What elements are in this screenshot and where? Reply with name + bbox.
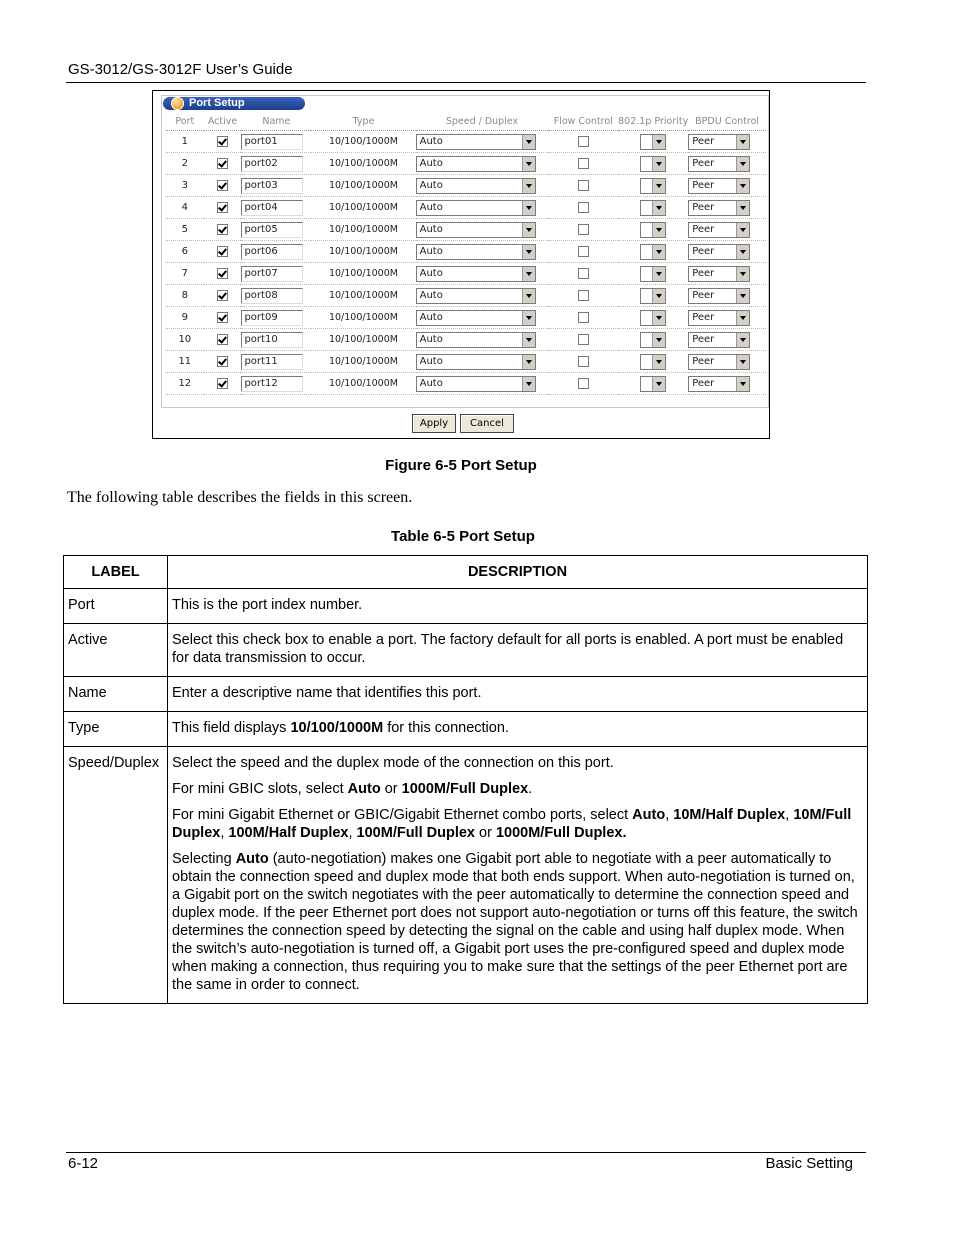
port-type: 10/100/1000M xyxy=(311,263,415,285)
table-caption: Table 6-5 Port Setup xyxy=(391,528,535,545)
chevron-down-icon[interactable] xyxy=(652,223,665,237)
chevron-down-icon[interactable] xyxy=(736,201,749,215)
priority-select[interactable] xyxy=(640,332,666,348)
chevron-down-icon[interactable] xyxy=(736,289,749,303)
chevron-down-icon[interactable] xyxy=(522,267,535,281)
field-label: Active xyxy=(64,624,168,677)
bpdu-control-select[interactable] xyxy=(688,134,750,150)
chevron-down-icon[interactable] xyxy=(652,377,665,391)
speed-duplex-select[interactable] xyxy=(416,376,536,392)
priority-select[interactable] xyxy=(640,288,666,304)
chevron-down-icon[interactable] xyxy=(652,311,665,325)
speed-duplex-value: Auto xyxy=(419,157,443,169)
port-number: 2 xyxy=(166,153,204,175)
bpdu-control-value: Peer xyxy=(692,201,715,213)
description-paragraph xyxy=(172,684,864,702)
bpdu-control-select[interactable] xyxy=(688,354,750,370)
port-type: 10/100/1000M xyxy=(311,241,415,263)
chevron-down-icon[interactable] xyxy=(522,289,535,303)
port-type: 10/100/1000M xyxy=(311,307,415,329)
chevron-down-icon[interactable] xyxy=(652,245,665,259)
port-type: 10/100/1000M xyxy=(311,219,415,241)
speed-duplex-select[interactable] xyxy=(416,222,536,238)
text-run: This is the port index number. xyxy=(172,597,363,613)
bpdu-control-value: Peer xyxy=(692,333,715,345)
port-row xyxy=(166,307,766,329)
text-run: , xyxy=(220,825,229,841)
speed-duplex-value: Auto xyxy=(419,201,443,213)
port-name-input[interactable]: port04 xyxy=(241,200,303,216)
speed-duplex-select[interactable] xyxy=(416,134,536,150)
chevron-down-icon[interactable] xyxy=(736,333,749,347)
chevron-down-icon[interactable] xyxy=(652,135,665,149)
bpdu-control-value: Peer xyxy=(692,377,715,389)
speed-duplex-select[interactable] xyxy=(416,310,536,326)
field-description xyxy=(168,589,868,624)
header-rule xyxy=(66,82,866,83)
description-paragraph xyxy=(172,780,864,798)
active-checkbox[interactable] xyxy=(217,356,228,367)
flow-control-checkbox[interactable] xyxy=(578,246,589,257)
chevron-down-icon[interactable] xyxy=(522,157,535,171)
flow-control-checkbox[interactable] xyxy=(578,268,589,279)
speed-duplex-select[interactable] xyxy=(416,288,536,304)
port-row xyxy=(166,153,766,175)
chevron-down-icon[interactable] xyxy=(736,311,749,325)
bpdu-control-value: Peer xyxy=(692,179,715,191)
chevron-down-icon[interactable] xyxy=(522,135,535,149)
priority-select[interactable] xyxy=(640,178,666,194)
bpdu-control-select[interactable] xyxy=(688,310,750,326)
speed-duplex-select[interactable] xyxy=(416,266,536,282)
port-number: 4 xyxy=(166,197,204,219)
port-name-input[interactable]: port06 xyxy=(241,244,303,260)
panel-title-bar xyxy=(163,97,305,110)
text-run: For mini Gigabit Ethernet or GBIC/Gigabit Ethernet combo ports, select xyxy=(172,807,633,823)
active-checkbox[interactable] xyxy=(217,224,228,235)
field-label: Name xyxy=(64,677,168,712)
priority-select[interactable] xyxy=(640,266,666,282)
port-name-input[interactable]: port09 xyxy=(241,310,303,326)
bpdu-control-select[interactable] xyxy=(688,332,750,348)
text-run: Select the speed and the duplex mode of the connection on this port. xyxy=(172,755,614,771)
speed-duplex-value: Auto xyxy=(419,311,443,323)
col-header-active: Active xyxy=(204,112,242,131)
text-run: For mini GBIC slots, select xyxy=(172,781,348,797)
text-run: (auto-negotiation) makes one Gigabit port able to negotiate with a peer automatically to obtain the connection speed and duplex mode that both ends support. When auto-negotiation is turned on, a Gigabit port on the switch negotiates with the peer automatically to determine the connection speed and duplex mode. If the peer Ethernet port does not support auto-negotiation or turns off this feature, the switch determines the connection speed by detecting the signal on the cable and using half duplex mode. When the switch’s auto-negotiation is turned off, a Gigabit port uses the pre-configured speed and duplex mode when making a connection, thus requiring you to make sure that the settings of the peer Ethernet port are the same in order to connect. xyxy=(172,851,858,993)
speed-duplex-select[interactable] xyxy=(416,354,536,370)
port-number: 11 xyxy=(166,351,204,373)
bpdu-control-value: Peer xyxy=(692,223,715,235)
bpdu-control-select[interactable] xyxy=(688,156,750,172)
port-type: 10/100/1000M xyxy=(311,131,415,153)
description-paragraph xyxy=(172,596,864,614)
port-number: 6 xyxy=(166,241,204,263)
bold-term: Auto xyxy=(347,781,381,797)
chevron-down-icon[interactable] xyxy=(522,245,535,259)
priority-select[interactable] xyxy=(640,200,666,216)
port-type: 10/100/1000M xyxy=(311,153,415,175)
bold-term: Auto xyxy=(235,851,269,867)
port-row xyxy=(166,197,766,219)
chevron-down-icon[interactable] xyxy=(522,223,535,237)
footer-rule xyxy=(66,1152,866,1153)
speed-duplex-value: Auto xyxy=(419,289,443,301)
port-number: 8 xyxy=(166,285,204,307)
bpdu-control-select[interactable] xyxy=(688,266,750,282)
port-name-input[interactable]: port11 xyxy=(241,354,303,370)
chevron-down-icon[interactable] xyxy=(522,355,535,369)
field-description xyxy=(168,624,868,677)
text-run: , xyxy=(348,825,357,841)
field-label: Type xyxy=(64,712,168,747)
port-row xyxy=(166,219,766,241)
speed-duplex-value: Auto xyxy=(419,333,443,345)
active-checkbox[interactable] xyxy=(217,180,228,191)
speed-duplex-value: Auto xyxy=(419,179,443,191)
text-run: , xyxy=(665,807,674,823)
desc-header-row xyxy=(64,556,868,589)
chevron-down-icon[interactable] xyxy=(736,245,749,259)
col-header-priority: 802.1p Priority xyxy=(618,112,688,131)
priority-select[interactable] xyxy=(640,354,666,370)
speed-duplex-value: Auto xyxy=(419,355,443,367)
text-run: Selecting xyxy=(172,851,236,867)
speed-duplex-select[interactable] xyxy=(416,244,536,260)
col-header-flow-control: Flow Control xyxy=(548,112,618,131)
port-number: 3 xyxy=(166,175,204,197)
description-paragraph xyxy=(172,719,864,737)
bold-term: 10M/Half Duplex xyxy=(673,807,786,823)
field-description xyxy=(168,747,868,1004)
desc-row xyxy=(64,589,868,624)
col-header-speed-duplex: Speed / Duplex xyxy=(416,112,549,131)
flow-control-checkbox[interactable] xyxy=(578,202,589,213)
chevron-down-icon[interactable] xyxy=(652,289,665,303)
speed-duplex-value: Auto xyxy=(419,223,443,235)
speed-duplex-value: Auto xyxy=(419,245,443,257)
text-run: for this connection. xyxy=(383,720,509,736)
priority-select[interactable] xyxy=(640,134,666,150)
port-row xyxy=(166,241,766,263)
chevron-down-icon[interactable] xyxy=(736,179,749,193)
flow-control-checkbox[interactable] xyxy=(578,158,589,169)
bold-term: Auto xyxy=(632,807,666,823)
desc-header-label: LABEL xyxy=(64,556,168,589)
flow-control-checkbox[interactable] xyxy=(578,312,589,323)
text-run: . xyxy=(528,781,533,797)
flow-control-checkbox[interactable] xyxy=(578,356,589,367)
speed-duplex-value: Auto xyxy=(419,377,443,389)
text-run: This field displays xyxy=(172,720,291,736)
bpdu-control-value: Peer xyxy=(692,135,715,147)
port-name-input[interactable]: port08 xyxy=(241,288,303,304)
description-paragraph xyxy=(172,850,864,994)
chevron-down-icon[interactable] xyxy=(652,179,665,193)
description-table xyxy=(63,555,868,1004)
bpdu-control-select[interactable] xyxy=(688,288,750,304)
chevron-down-icon[interactable] xyxy=(522,333,535,347)
priority-select[interactable] xyxy=(640,222,666,238)
priority-select[interactable] xyxy=(640,310,666,326)
bpdu-control-value: Peer xyxy=(692,157,715,169)
chapter-title: Basic Setting xyxy=(765,1155,853,1172)
speed-duplex-select[interactable] xyxy=(416,178,536,194)
cancel-button[interactable]: Cancel xyxy=(460,414,514,433)
document-header-title: GS-3012/GS-3012F User’s Guide xyxy=(68,61,293,78)
bpdu-control-select[interactable] xyxy=(688,376,750,392)
figure-caption: Figure 6-5 Port Setup xyxy=(385,457,537,474)
port-setup-panel xyxy=(161,95,769,408)
active-checkbox[interactable] xyxy=(217,202,228,213)
speed-duplex-value: Auto xyxy=(419,267,443,279)
bold-term: 100M/Full Duplex xyxy=(356,825,475,841)
port-setup-table xyxy=(166,112,766,395)
chevron-down-icon[interactable] xyxy=(652,267,665,281)
chevron-down-icon[interactable] xyxy=(522,377,535,391)
chevron-down-icon[interactable] xyxy=(652,355,665,369)
port-type: 10/100/1000M xyxy=(311,285,415,307)
field-description xyxy=(168,712,868,747)
flow-control-checkbox[interactable] xyxy=(578,224,589,235)
text-run: Select this check box to enable a port. The factory default for all ports is enabled. A port must be enabled for data transmission to occur. xyxy=(172,632,844,666)
port-name-input[interactable]: port12 xyxy=(241,376,303,392)
desc-row xyxy=(64,624,868,677)
port-type: 10/100/1000M xyxy=(311,175,415,197)
field-label: Port xyxy=(64,589,168,624)
bpdu-control-value: Peer xyxy=(692,267,715,279)
active-checkbox[interactable] xyxy=(217,136,228,147)
port-number: 9 xyxy=(166,307,204,329)
active-checkbox[interactable] xyxy=(217,246,228,257)
bpdu-control-value: Peer xyxy=(692,355,715,367)
port-setup-figure xyxy=(152,90,770,439)
port-type: 10/100/1000M xyxy=(311,197,415,219)
port-row xyxy=(166,175,766,197)
bpdu-control-select[interactable] xyxy=(688,244,750,260)
active-checkbox[interactable] xyxy=(217,312,228,323)
bpdu-control-select[interactable] xyxy=(688,222,750,238)
chevron-down-icon[interactable] xyxy=(652,157,665,171)
port-number: 7 xyxy=(166,263,204,285)
active-checkbox[interactable] xyxy=(217,378,228,389)
col-header-type: Type xyxy=(311,112,415,131)
port-number: 10 xyxy=(166,329,204,351)
apply-button[interactable]: Apply xyxy=(412,414,456,433)
port-row xyxy=(166,263,766,285)
chevron-down-icon[interactable] xyxy=(652,201,665,215)
speed-duplex-select[interactable] xyxy=(416,156,536,172)
bold-term: 1000M/Full Duplex. xyxy=(495,825,627,841)
port-number: 1 xyxy=(166,131,204,153)
col-header-name: Name xyxy=(241,112,311,131)
page-number: 6-12 xyxy=(68,1155,99,1172)
active-checkbox[interactable] xyxy=(217,268,228,279)
priority-select[interactable] xyxy=(640,156,666,172)
text-run: , xyxy=(785,807,794,823)
priority-select[interactable] xyxy=(640,376,666,392)
bpdu-control-select[interactable] xyxy=(688,200,750,216)
speed-duplex-value: Auto xyxy=(419,135,443,147)
port-number: 5 xyxy=(166,219,204,241)
chevron-down-icon[interactable] xyxy=(736,267,749,281)
desc-header-description: DESCRIPTION xyxy=(168,556,868,589)
port-row xyxy=(166,351,766,373)
port-row xyxy=(166,373,766,395)
flow-control-checkbox[interactable] xyxy=(578,180,589,191)
bpdu-control-select[interactable] xyxy=(688,178,750,194)
bpdu-control-value: Peer xyxy=(692,289,715,301)
flow-control-checkbox[interactable] xyxy=(578,136,589,147)
chevron-down-icon[interactable] xyxy=(522,179,535,193)
chevron-down-icon[interactable] xyxy=(652,333,665,347)
bold-term: 10/100/1000M xyxy=(290,720,384,736)
chevron-down-icon[interactable] xyxy=(522,311,535,325)
port-name-input[interactable]: port02 xyxy=(241,156,303,172)
chevron-down-icon[interactable] xyxy=(736,377,749,391)
bold-term: 100M/Half Duplex xyxy=(228,825,349,841)
speed-duplex-select[interactable] xyxy=(416,200,536,216)
bpdu-control-value: Peer xyxy=(692,245,715,257)
chevron-down-icon[interactable] xyxy=(736,135,749,149)
field-label: Speed/Duplex xyxy=(64,747,168,1004)
description-paragraph xyxy=(172,631,864,667)
bold-term: 10M/Full Duplex xyxy=(172,807,852,841)
bold-term: 1000M/Full Duplex xyxy=(401,781,529,797)
port-name-input[interactable]: port07 xyxy=(241,266,303,282)
text-run: Enter a descriptive name that identifies this port. xyxy=(172,685,482,701)
text-run: or xyxy=(380,781,402,797)
description-paragraph xyxy=(172,754,864,772)
orange-ball-icon xyxy=(171,97,184,110)
flow-control-checkbox[interactable] xyxy=(578,334,589,345)
priority-select[interactable] xyxy=(640,244,666,260)
chevron-down-icon[interactable] xyxy=(736,223,749,237)
port-name-input[interactable]: port03 xyxy=(241,178,303,194)
flow-control-checkbox[interactable] xyxy=(578,290,589,301)
active-checkbox[interactable] xyxy=(217,158,228,169)
port-name-input[interactable]: port10 xyxy=(241,332,303,348)
chevron-down-icon[interactable] xyxy=(522,201,535,215)
port-row xyxy=(166,285,766,307)
speed-duplex-select[interactable] xyxy=(416,332,536,348)
chevron-down-icon[interactable] xyxy=(736,355,749,369)
flow-control-checkbox[interactable] xyxy=(578,378,589,389)
port-type: 10/100/1000M xyxy=(311,351,415,373)
bpdu-control-value: Peer xyxy=(692,311,715,323)
intro-text: The following table describes the fields in this screen. xyxy=(67,489,413,506)
port-row xyxy=(166,329,766,351)
active-checkbox[interactable] xyxy=(217,334,228,345)
port-table-header-row xyxy=(166,112,766,131)
chevron-down-icon[interactable] xyxy=(736,157,749,171)
text-run: or xyxy=(475,825,496,841)
port-name-input[interactable]: port01 xyxy=(241,134,303,150)
port-type: 10/100/1000M xyxy=(311,373,415,395)
description-paragraph xyxy=(172,806,864,842)
col-header-port: Port xyxy=(166,112,204,131)
panel-title: Port Setup xyxy=(189,97,245,109)
desc-row xyxy=(64,677,868,712)
port-row xyxy=(166,131,766,153)
desc-row xyxy=(64,747,868,1004)
port-type: 10/100/1000M xyxy=(311,329,415,351)
col-header-bpdu-control: BPDU Control xyxy=(688,112,766,131)
port-number: 12 xyxy=(166,373,204,395)
desc-row xyxy=(64,712,868,747)
field-description xyxy=(168,677,868,712)
active-checkbox[interactable] xyxy=(217,290,228,301)
port-name-input[interactable]: port05 xyxy=(241,222,303,238)
